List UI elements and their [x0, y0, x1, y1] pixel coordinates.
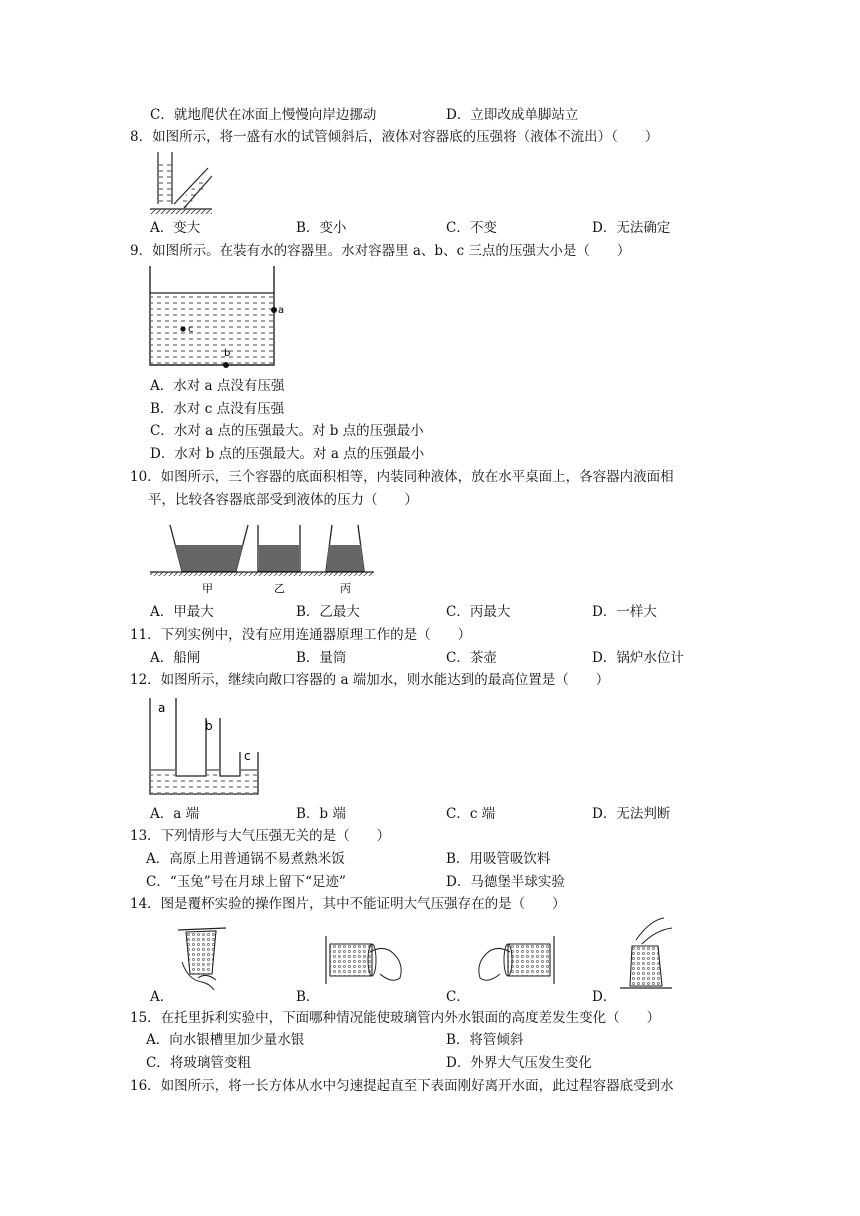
- q14-stem: 14．图是覆杯实验的操作图片，其中不能证明大气压强存在的是（ ）: [130, 896, 566, 912]
- q10-option-a: A．甲最大: [150, 604, 214, 620]
- q8-stem: 8．如图所示，将一盛有水的试管倾斜后，液体对容器底的压强将（液体不流出）（ ）: [130, 129, 659, 145]
- q14-option-a: A．: [150, 989, 174, 1005]
- q8-option-c: C．不变: [446, 220, 497, 236]
- q12-option-b: B．b 端: [296, 806, 346, 822]
- q13-option-a: A．高原上用普通锅不易煮熟米饭: [146, 851, 345, 867]
- q9-label-a: a: [278, 305, 285, 316]
- q10-label-jia: 甲: [202, 582, 213, 595]
- q12-option-d: D．无法判断: [592, 806, 671, 822]
- q12-open-container-figure: [148, 694, 264, 798]
- q12-stem: 12．如图所示，继续向敞口容器的 a 端加水，则水能达到的最高位置是（ ）: [130, 672, 610, 688]
- q9-label-c: c: [188, 324, 194, 335]
- q15-stem: 15．在托里拆利实验中，下面哪种情况能使玻璃管内外水银面的高度差发生变化（ ）: [130, 1010, 661, 1026]
- q12-option-c: C．c 端: [446, 806, 496, 822]
- q10-option-b: B．乙最大: [296, 604, 360, 620]
- q11-stem: 11．下列实例中，没有应用连通器原理工作的是（ ）: [130, 627, 472, 643]
- q7-option-c: C．就地爬伏在冰面上慢慢向岸边挪动: [150, 107, 377, 123]
- q13-option-c: C．“玉兔”号在月球上留下“足迹”: [146, 874, 346, 890]
- q10-label-bing: 丙: [340, 582, 351, 595]
- q8-option-a: A．变大: [150, 220, 201, 236]
- q11-option-b: B．量筒: [296, 650, 347, 666]
- q14-option-b: B．: [296, 989, 320, 1005]
- q7-option-d: D．立即改成单脚站立: [446, 107, 579, 123]
- q14-option-d: D．: [592, 989, 617, 1005]
- q12-label-c: c: [244, 749, 251, 763]
- q14-figure-b: [322, 934, 410, 990]
- q15-option-d: D．外界大气压发生变化: [446, 1055, 592, 1071]
- q10-label-yi: 乙: [274, 582, 285, 595]
- q12-label-a: a: [158, 701, 166, 715]
- q10-option-c: C．丙最大: [446, 604, 511, 620]
- q10-three-containers-figure: [150, 515, 374, 595]
- q13-option-b: B．用吸管吸饮料: [446, 851, 551, 867]
- q13-stem: 13．下列情形与大气压强无关的是（ ）: [130, 828, 391, 844]
- q16-stem: 16．如图所示，将一长方体从水中匀速提起直至下表面刚好离开水面，此过程容器底受到水: [130, 1078, 674, 1094]
- q15-option-a: A．向水银槽里加少量水银: [146, 1032, 305, 1048]
- q9-option-c: C．水对 a 点的压强最大。对 b 点的压强最小: [150, 423, 424, 439]
- q11-option-d: D．锅炉水位计: [592, 650, 684, 666]
- q9-stem: 9．如图所示。在装有水的容器里。水对容器里 a、b、c 三点的压强大小是（ ）: [130, 243, 631, 259]
- q15-option-b: B．将管倾斜: [446, 1032, 524, 1048]
- q11-option-c: C．茶壶: [446, 650, 497, 666]
- q14-figure-a: [176, 922, 228, 992]
- q8-option-d: D．无法确定: [592, 220, 671, 236]
- q14-figure-d: [616, 916, 676, 994]
- q15-option-c: C．将玻璃管变粗: [146, 1055, 251, 1071]
- q12-option-a: A．a 端: [150, 806, 200, 822]
- q12-label-b: b: [205, 719, 213, 733]
- q8-option-b: B．变小: [296, 220, 347, 236]
- q14-option-c: C．: [446, 989, 470, 1005]
- q11-option-a: A．船闸: [150, 650, 201, 666]
- q10-stem-line1: 10．如图所示，三个容器的底面积相等，内装同种液体，放在水平桌面上，各容器内液面相: [130, 469, 674, 485]
- q9-option-b: B．水对 c 点没有压强: [150, 401, 285, 417]
- q9-option-a: A．水对 a 点没有压强: [150, 378, 285, 394]
- q13-option-d: D．马德堡半球实验: [446, 874, 565, 890]
- q9-water-container-figure: [148, 264, 288, 370]
- q14-figure-c: [470, 934, 558, 990]
- q8-tilted-test-tube-figure: [150, 150, 212, 214]
- q10-option-d: D．一样大: [592, 604, 657, 620]
- q9-label-b: b: [224, 348, 231, 359]
- q9-option-d: D．水对 b 点的压强最大。对 a 点的压强最小: [150, 446, 425, 462]
- q10-stem-line2: 平，比较各容器底部受到液体的压力（ ）: [148, 492, 418, 508]
